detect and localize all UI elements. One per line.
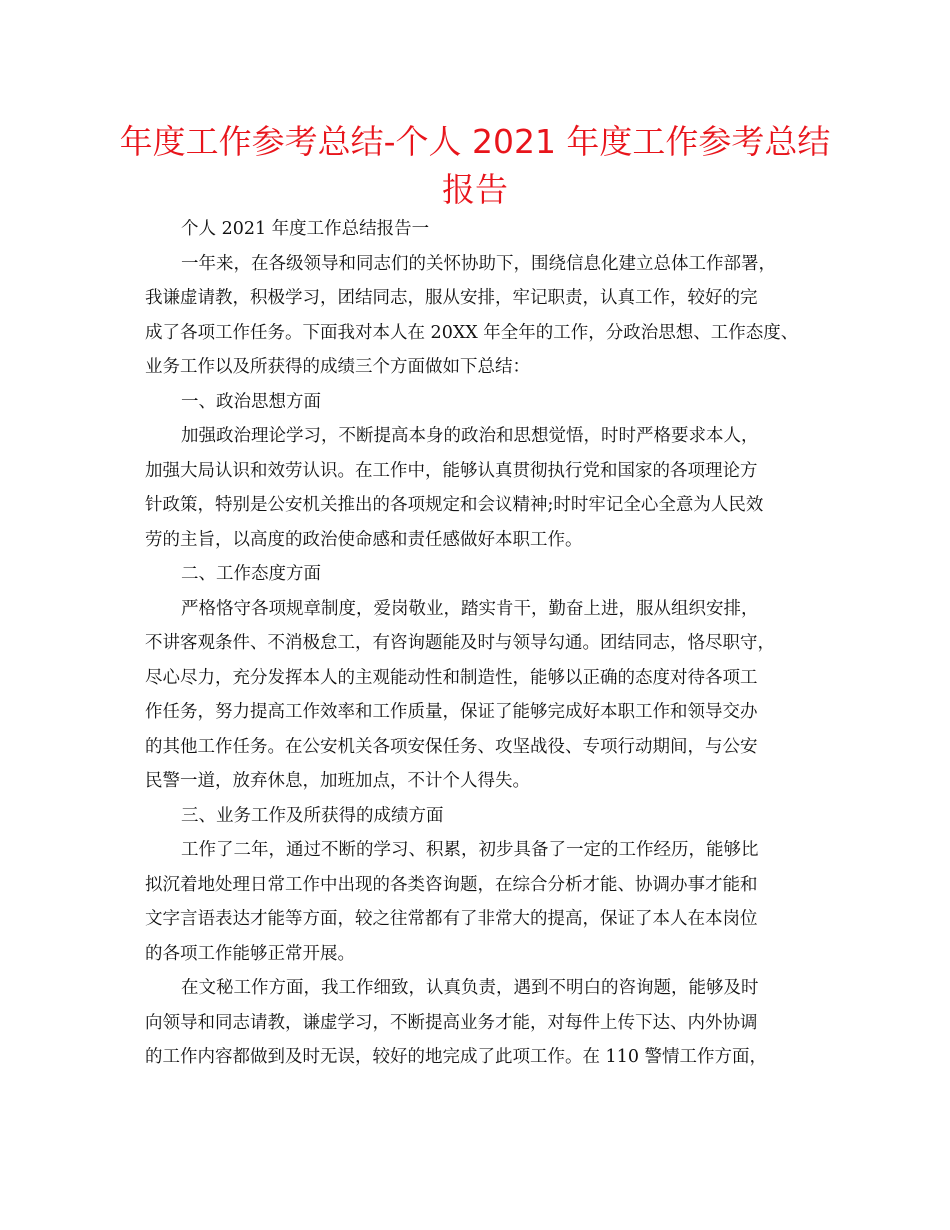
body-line: 拟沉着地处理日常工作中出现的各类咨询题，在综合分析才能、协调办事才能和 xyxy=(145,874,758,895)
body-line: 严格恪守各项规章制度，爱岗敬业，踏实肯干，勤奋上进，服从组织安排， xyxy=(181,598,759,619)
body-line: 劳的主旨，以高度的政治使命感和责任感做好本职工作。 xyxy=(145,529,583,550)
body-line: 成了各项工作任务。下面我对本人在 20XX 年全年的工作，分政治思想、工作态度、 xyxy=(145,322,799,343)
body-line: 民警一道，放弃休息，加班加点，不计个人得失。 xyxy=(145,771,530,791)
body-line: 业务工作以及所获得的成绩三个方面做如下总结： xyxy=(145,357,530,377)
body-line: 的其他工作任务。在公安机关各项安保任务、攻坚战役、专项行动期间，与公安 xyxy=(145,736,758,757)
document-body xyxy=(145,212,820,1075)
body-line: 一年来，在各级领导和同志们的关怀协助下，围绕信息化建立总体工作部署， xyxy=(181,253,776,274)
body-line: 在文秘工作方面，我工作细致，认真负责，遇到不明白的咨询题，能够及时 xyxy=(181,978,759,998)
body-line: 的工作内容都做到及时无误，较好的地完成了此项工作。在 110 警情工作方面， xyxy=(145,1047,768,1067)
body-line: 针政策，特别是公安机关推出的各项规定和会议精神;时时牢记全心全意为人民效 xyxy=(145,495,764,515)
document-title xyxy=(100,118,850,214)
title-line-2: 报告 xyxy=(442,170,508,209)
body-line: 不讲客观条件、不消极怠工，有咨询题能及时与领导勾通。团结同志，恪尽职守， xyxy=(145,633,775,653)
body-line: 尽心尽力，充分发挥本人的主观能动性和制造性，能够以正确的态度对待各项工 xyxy=(145,667,758,688)
body-line: 加强大局认识和效劳认识。在工作中，能够认真贯彻执行党和国家的各项理论方 xyxy=(145,460,758,481)
body-line: 作任务，努力提高工作效率和工作质量，保证了能够完成好本职工作和领导交办 xyxy=(145,702,758,722)
body-line: 文字言语表达才能等方面，较之往常都有了非常大的提高，保证了本人在本岗位 xyxy=(145,909,758,929)
body-line: 个人 2021 年度工作总结报告一 xyxy=(181,219,430,239)
body-line: 向领导和同志请教，谦虚学习，不断提高业务才能，对每件上传下达、内外协调 xyxy=(145,1012,758,1033)
body-line: 三、业务工作及所获得的成绩方面 xyxy=(181,805,444,826)
body-line: 加强政治理论学习，不断提高本身的政治和思想觉悟，时时严格要求本人， xyxy=(181,426,759,446)
body-line: 的各项工作能够正常开展。 xyxy=(145,943,355,964)
body-line: 我谦虚请教，积极学习，团结同志，服从安排，牢记职责，认真工作，较好的完 xyxy=(145,288,758,308)
body-line: 一、政治思想方面 xyxy=(181,391,321,412)
body-line: 二、工作态度方面 xyxy=(181,564,321,584)
body-line: 工作了二年，通过不断的学习、积累，初步具备了一定的工作经历，能够比 xyxy=(181,840,759,860)
title-line-1: 年度工作参考总结-个人 2021 年度工作参考总结 xyxy=(119,122,831,161)
